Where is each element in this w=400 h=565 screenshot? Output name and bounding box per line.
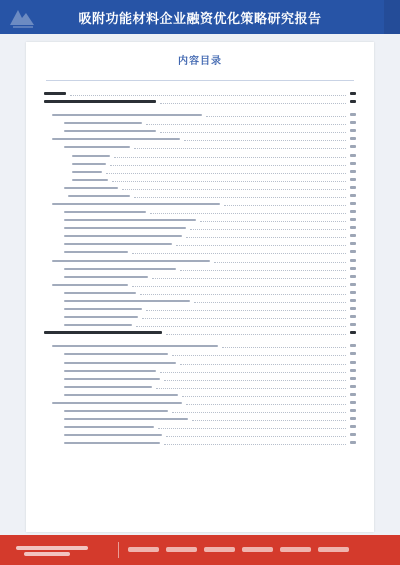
toc-entry-title bbox=[64, 442, 160, 444]
toc-page-number bbox=[350, 186, 356, 189]
toc-section-row[interactable] bbox=[44, 359, 356, 367]
toc-entry-title bbox=[52, 203, 220, 205]
toc-section-row[interactable] bbox=[44, 431, 356, 439]
toc-page-number bbox=[350, 283, 356, 286]
toc-leader-dots bbox=[172, 355, 346, 356]
toc-section-row[interactable] bbox=[44, 265, 356, 273]
toc-section-row[interactable] bbox=[44, 224, 356, 232]
toc-leader-dots bbox=[140, 294, 346, 295]
toc-page-number bbox=[350, 315, 356, 318]
footer-role-item bbox=[166, 547, 197, 552]
toc-entry-title bbox=[64, 268, 176, 270]
toc-leader-dots bbox=[156, 388, 346, 389]
toc-page-number bbox=[350, 242, 356, 245]
toc-page-number bbox=[350, 202, 356, 205]
toc-section-row[interactable] bbox=[44, 216, 356, 224]
toc-leader-dots bbox=[182, 396, 346, 397]
toc-leader-dots bbox=[166, 334, 346, 335]
toc-section-row[interactable] bbox=[44, 160, 356, 168]
toc-leader-dots bbox=[200, 221, 346, 222]
toc-section-row[interactable] bbox=[44, 321, 356, 329]
toc-leader-dots bbox=[146, 124, 346, 125]
toc-section-row[interactable] bbox=[44, 143, 356, 151]
toc-entry-title bbox=[52, 138, 180, 140]
toc-leader-dots bbox=[176, 245, 346, 246]
toc-entry-title bbox=[64, 410, 168, 412]
toc-section-row[interactable] bbox=[44, 232, 356, 240]
toc-leader-dots bbox=[106, 173, 346, 174]
toc-leader-dots bbox=[186, 404, 346, 405]
toc-leader-dots bbox=[160, 132, 346, 133]
toc-page-number bbox=[350, 323, 356, 326]
footer-role-item bbox=[242, 547, 273, 552]
toc-leader-dots bbox=[164, 444, 346, 445]
toc-leader-dots bbox=[134, 148, 346, 149]
footer-divider bbox=[118, 542, 119, 558]
toc-heading: 内容目录 bbox=[178, 56, 222, 67]
toc-page-number bbox=[350, 441, 356, 444]
toc-page-number bbox=[350, 194, 356, 197]
toc-section-row[interactable] bbox=[44, 257, 356, 265]
toc-leader-dots bbox=[166, 436, 346, 437]
toc-chapter-row[interactable] bbox=[44, 90, 356, 98]
toc-page-number bbox=[350, 352, 356, 355]
toc-entry-title bbox=[64, 146, 130, 148]
toc-entry-title bbox=[52, 345, 218, 347]
toc-leader-dots bbox=[136, 326, 346, 327]
toc-page-number bbox=[350, 170, 356, 173]
toc-leader-dots bbox=[114, 157, 346, 158]
report-header-band bbox=[0, 0, 400, 34]
toc-leader-dots bbox=[214, 262, 346, 263]
toc-page-number bbox=[350, 178, 356, 181]
toc-section-row[interactable] bbox=[44, 391, 356, 399]
toc-chapter-row[interactable] bbox=[44, 98, 356, 106]
toc-heading-divider bbox=[46, 80, 354, 81]
toc-entry-title bbox=[64, 370, 156, 372]
toc-section-row[interactable] bbox=[44, 415, 356, 423]
toc-entry-title bbox=[64, 394, 178, 396]
toc-section-row[interactable] bbox=[44, 289, 356, 297]
toc-section-row[interactable] bbox=[44, 439, 356, 447]
toc-page-number bbox=[350, 369, 356, 372]
toc-page-number bbox=[350, 145, 356, 148]
toc-list bbox=[44, 90, 356, 510]
toc-page-number bbox=[350, 331, 356, 334]
report-title: 吸附功能材料企业融资优化策略研究报告 bbox=[78, 11, 322, 27]
toc-leader-dots bbox=[152, 278, 346, 279]
toc-entry-title bbox=[64, 426, 154, 428]
footer-slogan-line-2 bbox=[24, 552, 70, 556]
toc-section-row[interactable] bbox=[44, 407, 356, 415]
toc-leader-dots bbox=[190, 229, 346, 230]
toc-section-row[interactable] bbox=[44, 200, 356, 208]
toc-page-number bbox=[350, 385, 356, 388]
toc-entry-title bbox=[64, 251, 128, 253]
toc-section-row[interactable] bbox=[44, 297, 356, 305]
toc-leader-dots bbox=[172, 412, 346, 413]
toc-leader-dots bbox=[184, 140, 346, 141]
toc-page-number bbox=[350, 307, 356, 310]
footer-slogan bbox=[16, 546, 88, 550]
toc-leader-dots bbox=[112, 181, 346, 182]
toc-entry-title bbox=[64, 187, 118, 189]
toc-entry-title bbox=[64, 227, 186, 229]
toc-entry-title bbox=[72, 163, 106, 165]
toc-section-row[interactable] bbox=[44, 184, 356, 192]
toc-page-number bbox=[350, 275, 356, 278]
footer-role-item bbox=[128, 547, 159, 552]
toc-entry-title bbox=[64, 292, 136, 294]
toc-entry-title bbox=[64, 418, 188, 420]
toc-section-row[interactable] bbox=[44, 192, 356, 200]
footer-role-item bbox=[280, 547, 311, 552]
toc-leader-dots bbox=[186, 237, 346, 238]
toc-entry-title bbox=[64, 386, 152, 388]
toc-leader-dots bbox=[160, 372, 346, 373]
toc-section-row[interactable] bbox=[44, 399, 356, 407]
toc-entry-title bbox=[64, 434, 162, 436]
toc-leader-dots bbox=[194, 302, 346, 303]
toc-section-row[interactable] bbox=[44, 281, 356, 289]
toc-entry-title bbox=[64, 300, 190, 302]
toc-leader-dots bbox=[222, 347, 346, 348]
toc-entry-title bbox=[64, 211, 146, 213]
toc-entry-title bbox=[64, 276, 148, 278]
toc-chapter-row[interactable] bbox=[44, 329, 356, 337]
toc-page-number bbox=[350, 92, 356, 95]
toc-entry-title bbox=[64, 308, 142, 310]
toc-entry-title bbox=[52, 284, 128, 286]
toc-leader-dots bbox=[160, 103, 346, 104]
toc-leader-dots bbox=[132, 253, 346, 254]
toc-page-number bbox=[350, 129, 356, 132]
footer-role-item bbox=[318, 547, 349, 552]
toc-entry-title bbox=[64, 130, 156, 132]
toc-leader-dots bbox=[134, 197, 346, 198]
toc-page-number bbox=[350, 100, 356, 103]
toc-entry-title bbox=[64, 316, 138, 318]
toc-page-number bbox=[350, 417, 356, 420]
toc-page-number bbox=[350, 113, 356, 116]
toc-entry-title bbox=[64, 324, 132, 326]
toc-page-number bbox=[350, 401, 356, 404]
toc-page-number bbox=[350, 267, 356, 270]
toc-section-row[interactable] bbox=[44, 208, 356, 216]
toc-leader-dots bbox=[224, 205, 346, 206]
toc-entry-title bbox=[44, 331, 162, 334]
toc-page-number bbox=[350, 137, 356, 140]
header-corner-stripe bbox=[384, 0, 400, 34]
toc-section-row[interactable] bbox=[44, 305, 356, 313]
toc-page-number bbox=[350, 234, 356, 237]
toc-entry-title bbox=[44, 100, 156, 103]
toc-page-number bbox=[350, 425, 356, 428]
toc-page-number bbox=[350, 259, 356, 262]
toc-section-row[interactable] bbox=[44, 367, 356, 375]
footer-role-list bbox=[128, 547, 349, 552]
toc-section-row[interactable] bbox=[44, 168, 356, 176]
toc-entry-title bbox=[52, 402, 182, 404]
toc-page-number bbox=[350, 162, 356, 165]
toc-page-number bbox=[350, 250, 356, 253]
toc-entry-title bbox=[64, 353, 168, 355]
toc-entry-title bbox=[52, 114, 202, 116]
publisher-logo bbox=[8, 4, 40, 30]
toc-entry-title bbox=[72, 155, 110, 157]
toc-section-row[interactable] bbox=[44, 342, 356, 350]
toc-entry-title bbox=[64, 243, 172, 245]
toc-leader-dots bbox=[164, 380, 346, 381]
toc-page-number bbox=[350, 361, 356, 364]
toc-section-row[interactable] bbox=[44, 119, 356, 127]
toc-entry-title bbox=[72, 179, 108, 181]
toc-section-row[interactable] bbox=[44, 127, 356, 135]
toc-entry-title bbox=[52, 260, 210, 262]
toc-page-number bbox=[350, 226, 356, 229]
toc-entry-title bbox=[64, 378, 160, 380]
toc-leader-dots bbox=[180, 270, 346, 271]
toc-page-number bbox=[350, 218, 356, 221]
toc-leader-dots bbox=[122, 189, 346, 190]
toc-page-number bbox=[350, 377, 356, 380]
toc-entry-title bbox=[72, 171, 102, 173]
toc-entry-title bbox=[68, 195, 130, 197]
footer-role-item bbox=[204, 547, 235, 552]
toc-page-number bbox=[350, 433, 356, 436]
toc-leader-dots bbox=[70, 95, 346, 96]
toc-section-row[interactable] bbox=[44, 135, 356, 143]
toc-entry-title bbox=[64, 362, 176, 364]
toc-section-row[interactable] bbox=[44, 248, 356, 256]
toc-leader-dots bbox=[146, 310, 346, 311]
toc-page-number bbox=[350, 299, 356, 302]
toc-section-row[interactable] bbox=[44, 423, 356, 431]
toc-entry-title bbox=[64, 122, 142, 124]
toc-section-row[interactable] bbox=[44, 273, 356, 281]
toc-entry-title bbox=[64, 235, 182, 237]
toc-leader-dots bbox=[180, 364, 346, 365]
toc-page-number bbox=[350, 121, 356, 124]
toc-section-row[interactable] bbox=[44, 375, 356, 383]
toc-section-row[interactable] bbox=[44, 152, 356, 160]
toc-section-row[interactable] bbox=[44, 313, 356, 321]
toc-section-row[interactable] bbox=[44, 176, 356, 184]
toc-section-row[interactable] bbox=[44, 350, 356, 358]
toc-entry-title bbox=[64, 219, 196, 221]
toc-page-number bbox=[350, 393, 356, 396]
toc-page-number bbox=[350, 210, 356, 213]
toc-leader-dots bbox=[132, 286, 346, 287]
toc-page-number bbox=[350, 344, 356, 347]
toc-leader-dots bbox=[142, 318, 346, 319]
toc-section-row[interactable] bbox=[44, 240, 356, 248]
toc-leader-dots bbox=[158, 428, 346, 429]
toc-leader-dots bbox=[110, 165, 346, 166]
toc-entry-title bbox=[44, 92, 66, 95]
toc-leader-dots bbox=[206, 116, 346, 117]
footer-band bbox=[0, 535, 400, 565]
toc-page-number bbox=[350, 291, 356, 294]
toc-page-number bbox=[350, 154, 356, 157]
toc-section-row[interactable] bbox=[44, 383, 356, 391]
toc-section-row[interactable] bbox=[44, 111, 356, 119]
toc-leader-dots bbox=[150, 213, 346, 214]
toc-sheet bbox=[26, 42, 374, 532]
toc-page-number bbox=[350, 409, 356, 412]
toc-leader-dots bbox=[192, 420, 346, 421]
